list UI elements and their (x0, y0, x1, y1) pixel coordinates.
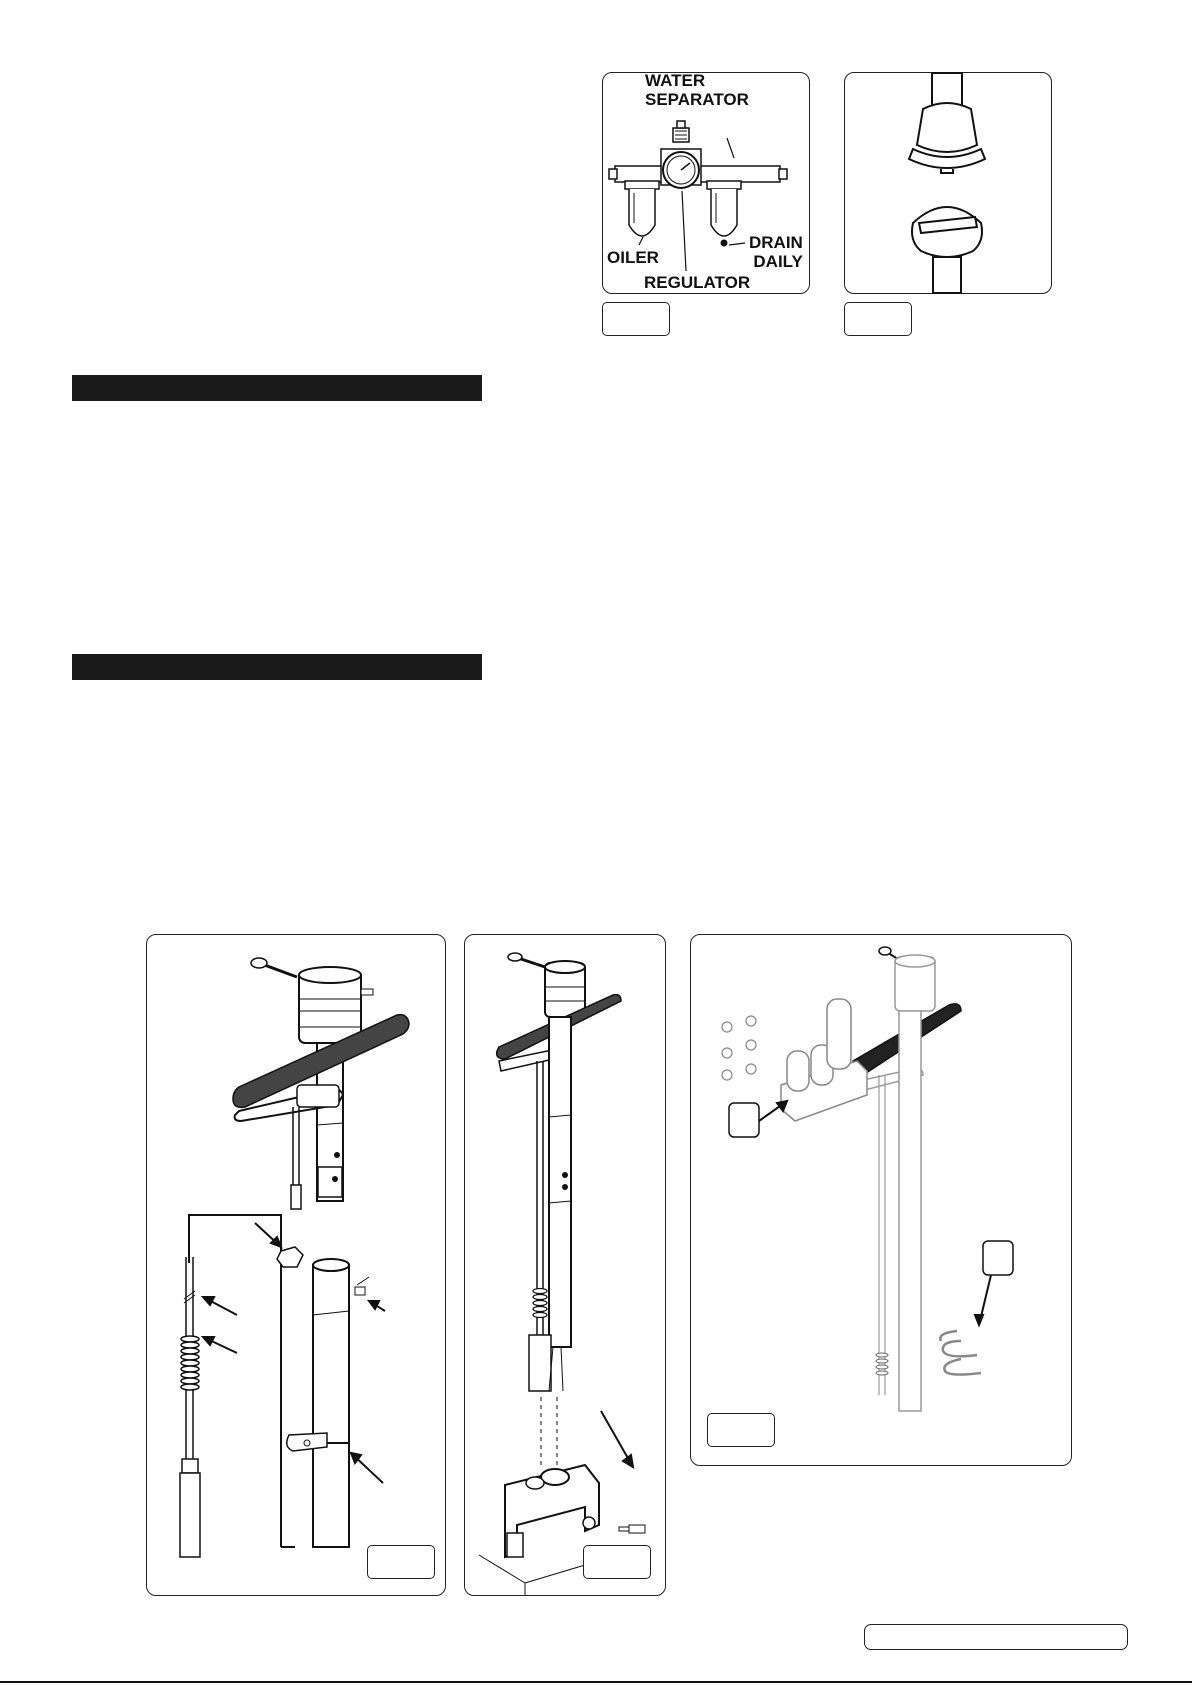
figure-shaft-assembly-exploded (146, 934, 446, 1596)
figure-lower-bracket-assembly (464, 934, 666, 1596)
drain-daily-label: DRAIN DAILY (749, 233, 803, 271)
section-header-bar-1 (72, 375, 482, 401)
figure-coupling-detail (844, 72, 1052, 294)
shaft-assembly-illustration (147, 935, 445, 1595)
lower-bracket-illustration (465, 935, 665, 1595)
section-header-bar-2 (72, 654, 482, 680)
footer-document-reference (864, 1624, 1128, 1650)
oiler-label: OILER (607, 248, 659, 267)
figure-tag-coupling (844, 302, 912, 336)
pad-mount-illustration (691, 935, 1071, 1465)
figure-tag-lower-bracket (583, 1545, 651, 1579)
figure-air-supply-unit (602, 72, 810, 294)
regulator-label: REGULATOR (644, 273, 751, 292)
figure-tag-air-supply (602, 302, 670, 336)
coupling-illustration (845, 73, 1051, 293)
page-bottom-rule (0, 1681, 1192, 1683)
figure-tag-shaft-assembly (367, 1545, 435, 1579)
figure-pad-mount-assembly (690, 934, 1072, 1466)
figure-tag-pad-mount (707, 1413, 775, 1447)
water-separator-label: WATER SEPARATOR (645, 71, 749, 109)
